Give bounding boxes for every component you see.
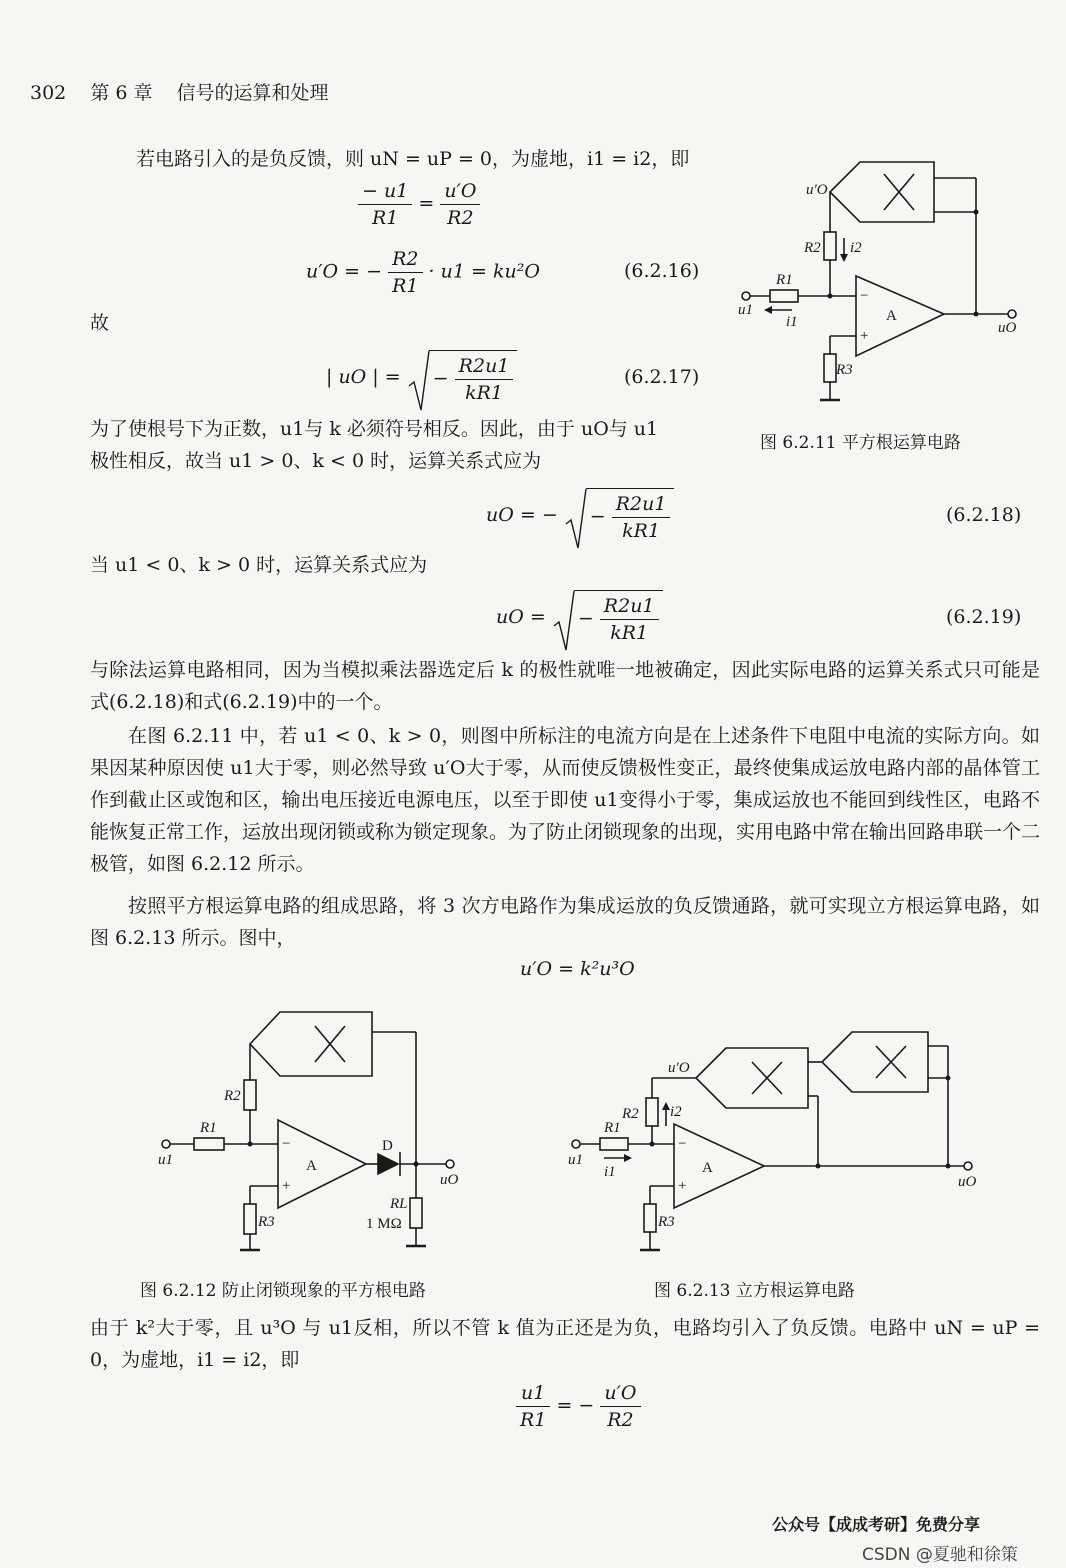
paragraph-cube-root: 按照平方根运算电路的组成思路，将 3 次方电路作为集成运放的负反馈通路，就可实现立方根运算电路，如图 6.2.13 所示。图中， [90, 895, 1040, 949]
label-i1: i1 [604, 1164, 616, 1180]
label-i2: i2 [850, 240, 862, 256]
label-r1: R1 [200, 1120, 217, 1136]
label-plus: + [860, 328, 869, 344]
paragraph-negative-feedback: 由于 k²大于零，且 u³O 与 u1反相，所以不管 k 值为正还是为负，电路均引入了负反馈。电路中 uN = uP = 0，为虚地，i1 = i2，即 [90, 1317, 1040, 1371]
label-r1: R1 [776, 272, 793, 288]
label-r1: R1 [604, 1120, 621, 1136]
label-amp: A [702, 1160, 713, 1176]
equation-6-2-19: uO = − $\frac{R2u1}{kR1}$ [496, 590, 663, 646]
label-r3: R3 [258, 1214, 275, 1230]
resistor-rl [410, 1198, 422, 1228]
label-r2: R2 [622, 1106, 639, 1122]
label-uo: uO [998, 320, 1017, 336]
page-header [30, 78, 347, 105]
label-r3: R3 [658, 1214, 675, 1230]
paragraph-sign-cont: 极性相反，故当 u1 > 0、k < 0 时，运算关系式应为 [90, 450, 542, 472]
op-amp [278, 1120, 366, 1208]
label-amp: A [886, 308, 897, 324]
resistor-r1 [600, 1138, 628, 1150]
label-r2: R2 [224, 1088, 241, 1104]
equation-6-2-17: | uO | = − $\frac{R2u1}{kR1}$ [326, 350, 517, 406]
caption-fig-6-2-11: 图 6.2.11 平方根运算电路 [760, 433, 961, 453]
label-diode: D [382, 1138, 393, 1154]
caption-fig-6-2-13: 图 6.2.13 立方根运算电路 [654, 1281, 855, 1301]
label-u1: u1 [568, 1152, 583, 1168]
label-minus: − [860, 288, 869, 304]
label-rl: RL [390, 1196, 408, 1212]
label-r2: R2 [804, 240, 821, 256]
resistor-r1 [194, 1138, 224, 1150]
resistor-r3 [244, 1204, 256, 1234]
equation-6-2-16: u′O = − $\frac{R2}{R1}$ · u1 = ku²O [306, 248, 540, 297]
multiplier-block-2 [822, 1032, 928, 1092]
page-number: 302 [30, 82, 67, 104]
equation-cube: u′O = k²u³O [520, 958, 635, 980]
resistor-r3 [644, 1204, 656, 1232]
chapter-label: 第 6 章 [90, 82, 153, 104]
footer-note: 公众号【成成考研】免费分享 [772, 1515, 981, 1534]
resistor-r3 [824, 354, 836, 382]
label-u1: u1 [738, 302, 753, 318]
figure-6-2-11-circuit [726, 150, 1036, 410]
resistor-r1 [770, 290, 798, 302]
label-plus: + [678, 1178, 687, 1194]
equation-final: $\frac{u1}{R1}$ = − $\frac{u'O}{R2}$ [516, 1380, 641, 1433]
resistor-r2 [646, 1098, 658, 1126]
resistor-r2 [824, 232, 836, 260]
equation-6-2-18: uO = − − $\frac{R2u1}{kR1}$ [486, 488, 674, 544]
multiplier-block-1 [696, 1048, 808, 1108]
label-uo: uO [440, 1172, 459, 1188]
label-uo-prime: u′O [806, 182, 828, 198]
multiplier-block [830, 162, 934, 222]
chapter-title: 信号的运算和处理 [176, 82, 329, 104]
paragraph-sign: 为了使根号下为正数，u1与 k 必须符号相反。因此，由于 uO与 u1 [90, 418, 659, 440]
figure-6-2-12-circuit [150, 1006, 480, 1256]
csdn-watermark: CSDN @夏驰和徐策 [862, 1545, 1018, 1565]
equation-number-6-2-19: (6.2.19) [946, 606, 1022, 628]
equation-ratio: $\frac{- u1}{R1}$ = $\frac{u'O}{R2}$ [358, 178, 480, 231]
label-u1: u1 [158, 1152, 173, 1168]
paragraph-gu: 故 [90, 312, 110, 334]
multiplier-block [250, 1012, 372, 1076]
label-i1: i1 [786, 314, 798, 330]
op-amp [856, 276, 944, 356]
label-uo-prime: u′O [668, 1060, 690, 1076]
op-amp [674, 1124, 764, 1208]
resistor-r2 [244, 1080, 256, 1110]
label-plus: + [282, 1178, 291, 1194]
equation-number-6-2-16: (6.2.16) [624, 260, 700, 282]
label-i2: i2 [670, 1104, 682, 1120]
label-r3: R3 [836, 362, 853, 378]
caption-fig-6-2-12: 图 6.2.12 防止闭锁现象的平方根电路 [140, 1281, 426, 1301]
label-minus: − [678, 1136, 687, 1152]
label-rl-value: 1 MΩ [366, 1216, 402, 1232]
paragraph-intro: 若电路引入的是负反馈，则 uN = uP = 0，为虚地，i1 = i2，即 [136, 148, 690, 170]
paragraph-division: 与除法运算电路相同，因为当模拟乘法器选定后 k 的极性就唯一地被确定，因此实际电路的运算关系式只可能是式(6.2.18)和式(6.2.19)中的一个。 [90, 659, 1040, 713]
paragraph-direction: 在图 6.2.11 中，若 u1 < 0、k > 0，则图中所标注的电流方向是在上述条件下电阻中电流的实际方向。如果因某种原因使 u1大于零，则必然导致 u′O大于零，从而使反馈极性变正，最终使集成运放电路内部的晶体管工作到截止区或饱和区，输出电压接近电源电压，以至于即使 u1变得小于零，集成运放也不能回到线性区，电路不能恢复正常工作，运放出现闭锁或称为锁定现象。为了防止闭锁现象的出现，实用电路中常在输出回路串联一个二极管，如图 6.2.12 所示。 [90, 725, 1041, 875]
label-uo: uO [958, 1174, 977, 1190]
equation-number-6-2-18: (6.2.18) [946, 504, 1022, 526]
label-minus: − [282, 1136, 291, 1152]
equation-number-6-2-17: (6.2.17) [624, 366, 700, 388]
paragraph-case: 当 u1 < 0、k > 0 时，运算关系式应为 [90, 554, 428, 576]
label-amp: A [306, 1158, 317, 1174]
figure-6-2-13-circuit [560, 1020, 990, 1260]
